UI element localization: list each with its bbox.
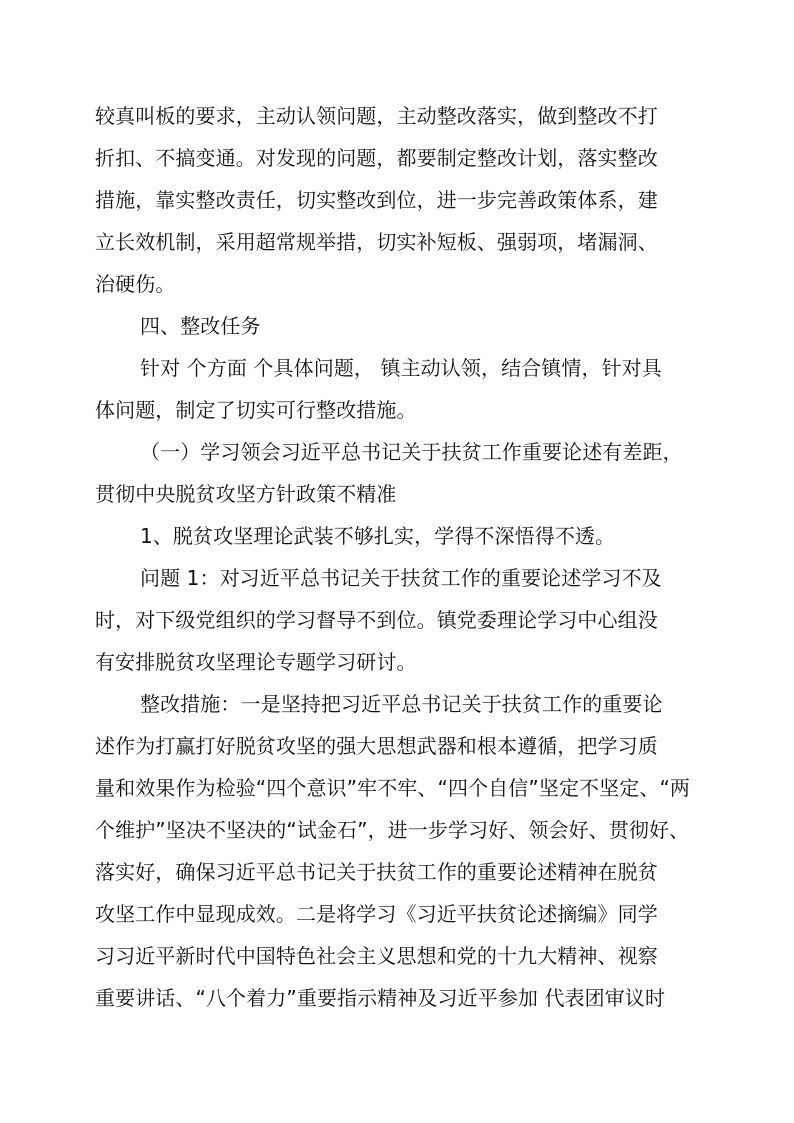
text-line: 立长效机制，采用超常规举措，切实补短板、强弱项，堵漏洞、 [95,230,658,254]
section-heading: 四、整改任务 [140,314,261,338]
text-line: 落实好，确保习近平总书记关于扶贫工作的重要论述精神在脱贫 [95,860,658,884]
text-line: 针对 个方面 个具体问题， 镇主动认领，结合镇情，针对具 [140,356,662,380]
text-line: 重要讲话、“八个着力”重要指示精神及习近平参加 代表团审议时 [95,986,666,1010]
text-line: 措施，靠实整改责任，切实整改到位，进一步完善政策体系，建 [95,188,658,212]
problem-line: 问题 1：对习近平总书记关于扶贫工作的重要论述学习不及 [140,566,662,590]
subsection-heading-continued: 贯彻中央脱贫攻坚方针政策不精准 [95,482,397,506]
text-line: 量和效果作为检验“四个意识”牢不牢、“四个自信”坚定不坚定、“两 [95,776,691,800]
text-line: 体问题，制定了切实可行整改措施。 [95,398,417,422]
measures-line: 整改措施：一是坚持把习近平总书记关于扶贫工作的重要论 [140,692,663,716]
text-line: 攻坚工作中显现成效。二是将学习《习近平扶贫论述摘编》同学 [95,902,658,926]
text-line: 述作为打赢打好脱贫攻坚的强大思想武器和根本遵循，把学习质 [95,734,658,758]
text-line: 较真叫板的要求，主动认领问题，主动整改落实，做到整改不打 [95,104,658,128]
text-line: 个维护”坚决不坚决的“试金石”，进一步学习好、领会好、贯彻好、 [95,818,690,842]
text-line: 时，对下级党组织的学习督导不到位。镇党委理论学习中心组没 [95,608,658,632]
text-line: 有安排脱贫攻坚理论专题学习研讨。 [95,650,417,674]
text-line: 习习近平新时代中国特色社会主义思想和党的十九大精神、视察 [95,944,658,968]
text-line: 折扣、不搞变通。对发现的问题，都要制定整改计划，落实整改 [95,146,658,170]
subsection-heading: （一）学习领会习近平总书记关于扶贫工作重要论述有差距， [140,440,683,464]
text-line: 治硬伤。 [95,272,176,296]
item-heading: 1、脱贫攻坚理论武装不够扎实，学得不深悟得不透。 [140,524,616,548]
